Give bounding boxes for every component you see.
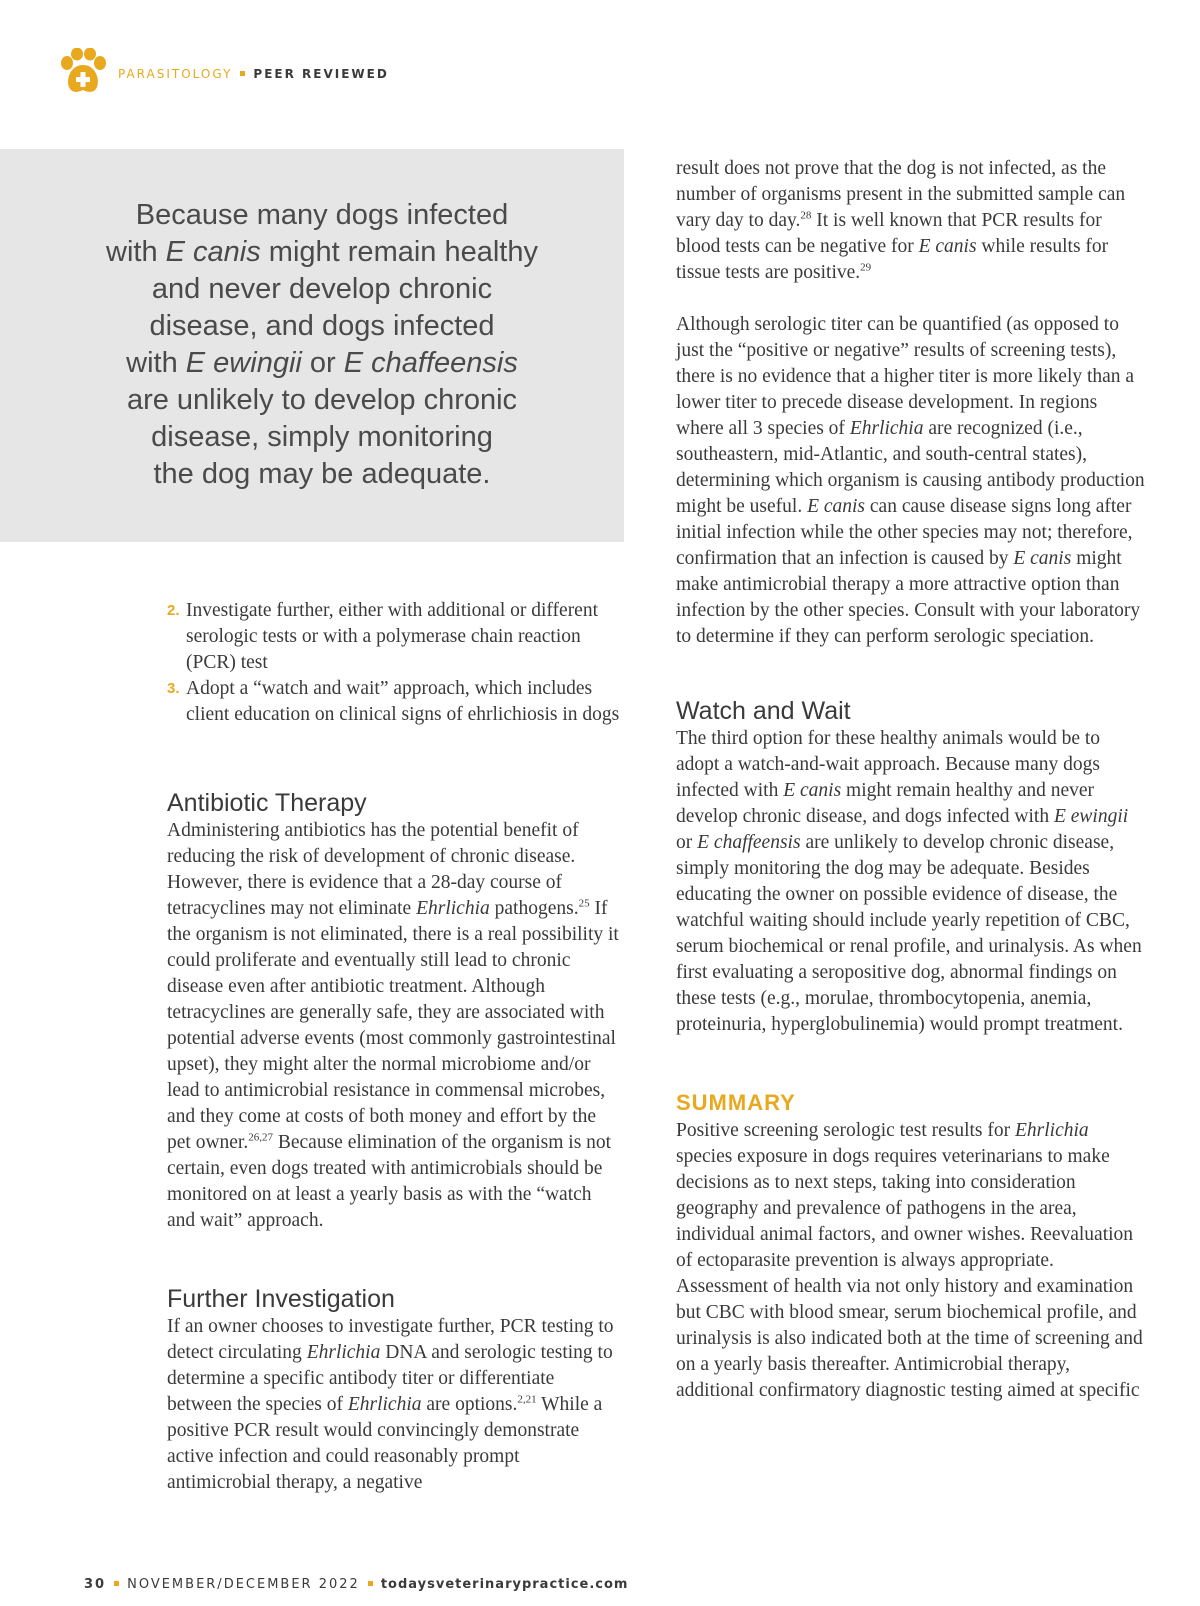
pull-quote-text: Because many dogs infected with E canis might remain healthy and never develop chronic disease, and dogs infected with E ewingii or E chaffeensis are unlikely to develop chronic disease, simply monitoring the dog may be adequate. [106,199,538,490]
paragraph: The third option for these healthy animals would be to adopt a watch-and-wait approach. Because many dogs infected with E canis might remain healthy and never develop chronic disease, and dogs infected with E ewingii or E chaffeensis are unlikely to develop chronic disease, simply monitoring the dog may be adequate. Besides educating the owner on possible evidence of disease, the watchful waiting should include yearly repetition of CBC, serum biochemical or renal profile, and urinalysis. As when first evaluating a seropositive dog, abnormal findings on these tests (e.g., morulae, thrombocytopenia, anemia, proteinuria, hyperglobulinemia) would prompt treatment. [676,728,1142,1035]
section-header [118,67,389,81]
right-column [676,156,1146,1404]
paragraph: result does not prove that the dog is not infected, as the number of organisms present in the submitted sample can vary day to day.$^{28}$ It is well known that PCR results for blood tests can be negative for E canis while results for tissue tests are positive.$^{29}$ [676,158,1126,283]
paragraph: Administering antibiotics has the potential benefit of reducing the risk of development of chronic disease. However, there is evidence that a 28-day course of tetracyclines may not eliminate Ehrlichia pathogens.$^{25}$ If the organism is not eliminated, there is a real possibility it could proliferate and eventually still lead to chronic disease even after antibiotic treatment. Although tetracyclines are generally safe, they are associated with potential adverse events (most commonly gastrointestinal upset), they might alter the normal microbiome and/or lead to antimicrobial resistance in commensal microbes, and they come at costs of both money and effort by the pet owner.$^{26,27}$ Because elimination of the organism is not certain, even dogs treated with antimicrobials should be monitored on at least a yearly basis as with the “watch and wait” approach. [167,820,619,1231]
list-number: 3. [167,680,180,697]
section-kicker: PARASITOLOGY [118,67,233,81]
list-item: 3. Adopt a “watch and wait” approach, which includes client education on clinical signs of ehrlichiosis in dogs [167,678,620,725]
separator-dot [114,1581,119,1586]
separator-dot [368,1581,373,1586]
separator-dot [240,71,245,76]
paw-plus-icon [58,48,108,96]
heading-summary: SUMMARY [676,1090,796,1115]
paragraph: Positive screening serologic test results for Ehrlichia species exposure in dogs requires veterinarians to make decisions as to next steps, taking into consideration geography and prevalence of pathogens in the area, individual animal factors, and owner wishes. Reevaluation of ectoparasite prevention is always appropriate. Assessment of health via not only history and examination but CBC with blood smear, serum biochemical profile, and urinalysis is also indicated both at the time of screening and on a yearly basis thereafter. Antimicrobial therapy, additional confirmatory diagnostic testing aimed at specific [676,1120,1143,1401]
website-url: todaysveterinarypractice.com [380,1577,629,1592]
numbered-list [167,598,622,728]
paragraph: Although serologic titer can be quantified (as opposed to just the “positive or negative” results of screening tests), there is no evidence that a higher titer is more likely than a lower titer to precede disease development. In regions where all 3 species of Ehrlichia are recognized (i.e., southeastern, mid-Atlantic, and south-central states), determining which organism is causing antibody production might be useful. E canis can cause disease signs long after initial infection while the other species may not; therefore, confirmation that an infection is caused by E canis might make antimicrobial therapy a more attractive option than infection by the other species. Consult with your laboratory to determine if they can perform serologic speciation. [676,314,1145,647]
pull-quote [0,149,624,542]
heading-antibiotic-therapy: Antibiotic Therapy [167,789,367,817]
heading-further-investigation: Further Investigation [167,1285,395,1313]
list-number: 2. [167,602,180,619]
paragraph: If an owner chooses to investigate further, PCR testing to detect circulating Ehrlichia DNA and serologic testing to determine a specific antibody titer or differentiate between the species of Ehrlichia are options.$^{2,21}$ While a positive PCR result would convincingly demonstrate active infection and could reasonably prompt antimicrobial therapy, a negative [167,1316,614,1493]
list-item: 2. Investigate further, either with additional or different serologic tests or with a polymerase chain reaction (PCR) test [167,600,599,673]
page-number: 30 [84,1577,107,1592]
peer-reviewed-label: PEER REVIEWED [253,67,389,81]
heading-watch-and-wait: Watch and Wait [676,697,851,725]
page-footer [84,1577,628,1592]
issue-date: NOVEMBER/DECEMBER 2022 [127,1577,360,1592]
left-column [167,598,622,1496]
